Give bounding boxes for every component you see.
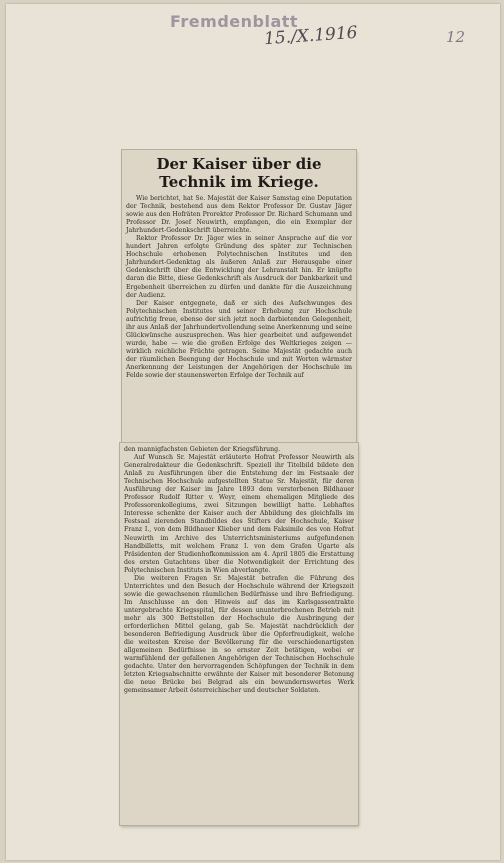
newspaper-stamp: Fremdenblatt: [170, 12, 299, 31]
page-number: 12: [446, 28, 466, 46]
article-headline: Der Kaiser über die Technik im Kriege.: [156, 155, 322, 191]
article-paragraph: Die weiteren Fragen Sr. Majestät betrafen die Führung des Unterrichtes und den Besuch der Hochschule während der Kriegszeit sowie die gewachsenen räumlichen Bedürfnisse und ihre Befriedigung. Im Anschlusse an den Hinweis auf das im Karlsgassentrakte untergebrachte Kriegsspital, für dessen ununterbrochenen Betrieb mit mehr als 300 Bettstellen der Hochschule die Ausbringung der erforderlichen Mittel gelang, gab Se. Majestät nachdrücklich der besonderen Befriedigung Ausdruck über die Opferfreudigkeit, welche die weitesten Kreise der Bevölkerung für die verschiedenartigsten allgemeinen Bedürfnisse in so ernster Zeit betätigen, wobei er warmfühlend der gefallenen Angehörigen der Technischen Hochschule gedachte. Unter den hervorragenden Schöpfungen der Technik in dem letzten Kriegsabschnitte erwähnte der Kaiser mit besonderer Betonung die neue Brücke bei Belgrad als ein bewundernswertes Werk gemeinsamer Arbeit österreichischer und deutscher Soldaten.: [124, 574, 354, 695]
clipping-part-2: [120, 443, 358, 825]
article-paragraph: Wie berichtet, hat Se. Majestät der Kaiser Samstag eine Deputation der Technik, bestehend aus dem Rektor Professor Dr. Gustav Jäger sowie aus den Hofräten Prorektor Professor Dr. Richard Schumann und Professor Dr. Josef Neuwirth, empfangen, die ein Exemplar der Jahrhundert-Gedenkschrift überreichte.: [126, 195, 352, 235]
article-paragraph: Auf Wunsch Sr. Majestät erläuterte Hofrat Professor Neuwirth als Generalredakteur die Gedenkschrift. Speziell ihr Titelbild bildete den Anlaß zu Ausführungen über die Entstehung der im Festsaale der Technischen Hochschule aufgestellten Statue Sr. Majestät, für deren Ausführung der Kaiser im Jahre 1893 dem verstorbenen Bildhauer Professor Rudolf Ritter v. Weyr, einem ehemaligen Mitgliede des Professorenkollegiums, zwei Sitzungen bewilligt hatte. Lebhaftes Interesse schenkte der Kaiser auch der Abbildung des gleichfalls im Festsaal zierenden Standbildes des Stifters der Hochschule, Kaiser Franz I., von dem Bildhauer Klieber und dem Faksimile des von Hofrat Neuwirth im Archive des Unterrichtsministeriums aufgefundenen Handbilletts, mit welchem Franz I. von dem Grafen Ugarte als Präsidenten der Studienhofkommission am 4. April 1805 die Erstattung des ersten Gutachtens über die Notwendigkeit der Errichtung des Polytechnischen Instituts in Wien abverlangte.: [124, 454, 354, 574]
article-paragraph: den mannigfachsten Gebieten der Kriegsführung.: [124, 446, 281, 453]
handwritten-date: 15./X.1916: [263, 22, 359, 50]
article-paragraph: Rektor Professor Dr. Jäger wies in seiner Ansprache auf die vor hundert Jahren erfolgte Gründung des später zur Technischen Hochschule erhobenen Polytechnischen Institutes und den Jahrhundert-Gedenktag als äußeren Anlaß zur Herausgabe einer Gedenkschrift über die Entwicklung der Lehranstalt hin. Er knüpfte daran die Bitte, diese Gedenkschrift als Ausdruck der Dankbarkeit und Ergebenheit überreichen zu dürfen und dankte für die Auszeichnung der Audienz.: [126, 235, 352, 299]
clipping-part-1: [122, 150, 356, 442]
article-paragraph: Der Kaiser entgegnete, daß er sich des Aufschwunges des Polytechnischen Institutes und seiner Erhebung zur Hochschule aufrichtig freue, ebenso der sich jetzt noch darbietenden Gelegenheit, ihr aus Anlaß der Jahrhundertvollendung seine Anerkennung und seine Glückwünsche auszusprechen. Was hier gearbeitet und aufgewendet wurde, habe — wie die großen Erfolge des Weltkrieges zeigen — wirklich reichliche Früchte getragen. Seine Majestät gedachte auch der räumlichen Beengung der Hochschule und mit Worten wärmster Anerkennung der Leistungen der Angehörigen der Hochschule im Felde sowie der staunenswerten Erfolge der Technik auf: [126, 299, 352, 380]
